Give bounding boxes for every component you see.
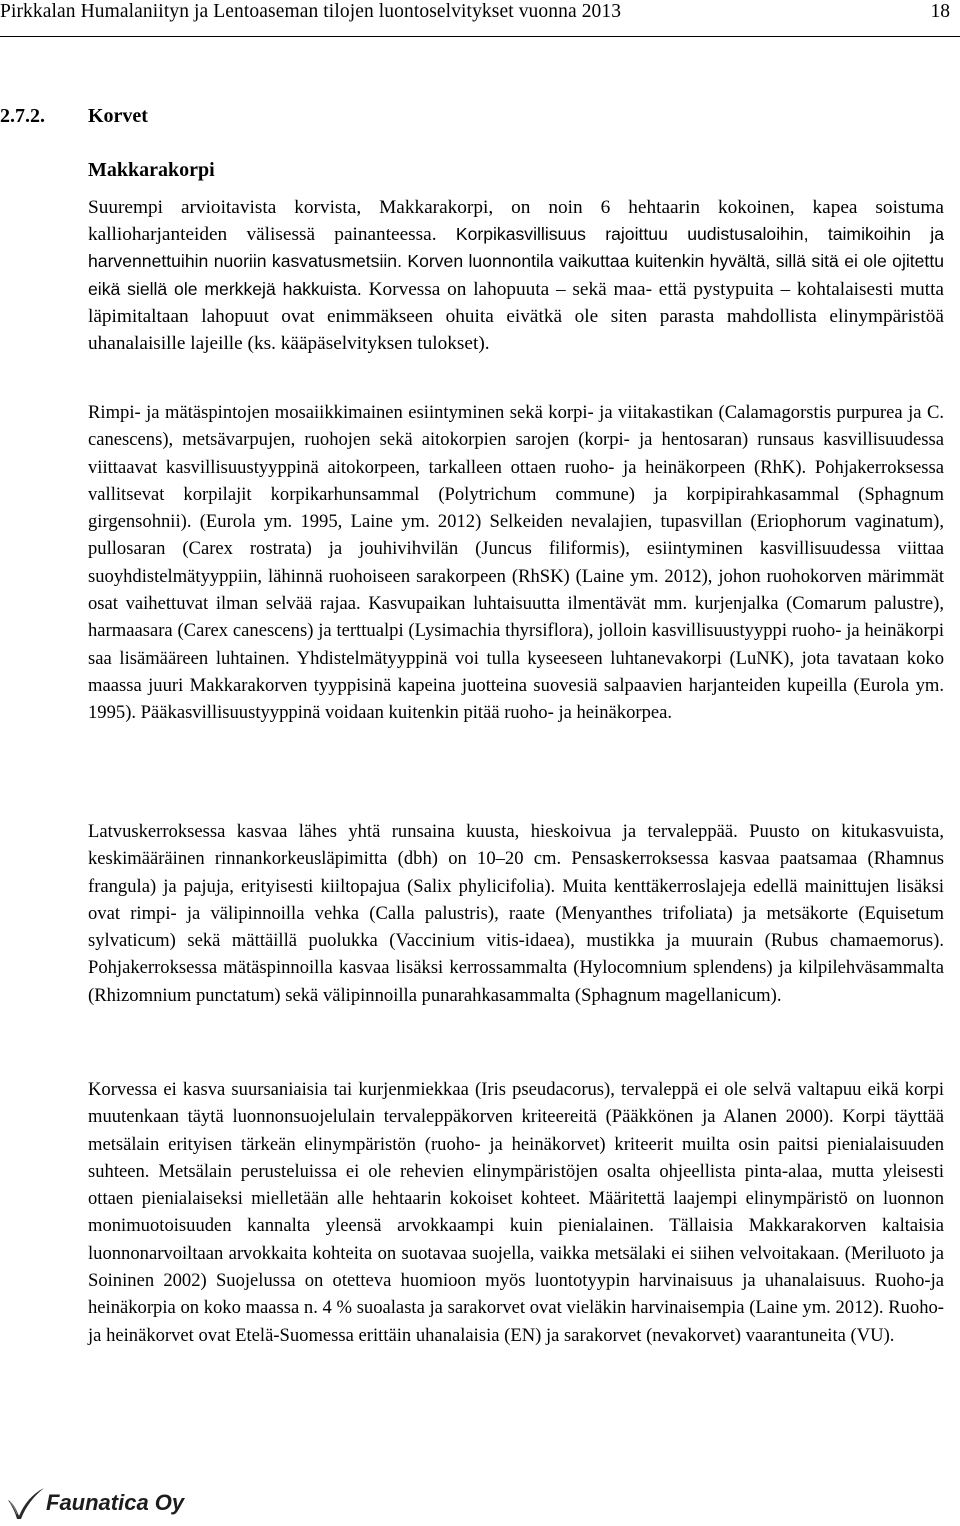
paragraph-2: Rimpi- ja mätäspintojen mosaiikkimainen esiintyminen sekä korpi- ja viitakastikan (Calamagorstis purpurea ja C. canescens), metsävarpujen, ruohojen sekä aitokorpien sarojen (korpi- ja hentosaran) runsaus kasvillisuudessa viittaavat kasvillisuustyyppinä aitokorpeen, tarkalleen ottaen ruoho- ja heinäkorpeen (RhK). Pohjakerroksessa vallitsevat korpilajit korpikarhunsammal (Polytrichum commune) ja korpipirahkasammal (Sphagnum girgensohnii). (Eurola ym. 1995, Laine ym. 2012) Selkeiden nevalajien, tupasvillan (Eriophorum vaginatum), pullosaran (Carex rostrata) ja jouhivihvilän (Juncus filiformis), esiintyminen kasvillisuudessa viittaa suoyhdistelmätyyppiin, lähinnä ruohoiseen sarakorpeen (RhSK) (Laine ym. 2012), johon ruohokorven märimmät osat vaihettuvat ilman selvää rajaa. Kasvupaikan luhtaisuutta ilmentävät mm. kurjenjalka (Comarum palustre), harmaasara (Carex canescens) ja terttualpi (Lysimachia thyrsiflora), jolloin kasvillisuustyyppi ruoho- ja heinäkorpi saa lisämääreen luhtainen. Yhdistelmätyyppinä voi tulla kyseeseen luhtanevakorpi (LuNK), jota tavataan koko maassa juuri Makkarakorven tyyppisinä kapeina juotteina suovesiä salpaavien harjanteiden kupeilla (Eurola ym. 1995). Pääkasvillisuustyyppinä voidaan kuitenkin pitää ruoho- ja heinäkorpea. [88, 402, 944, 724]
section-title: Korvet [88, 105, 148, 127]
paragraph-1-part-c: Korvessa on lahopuuta – sekä maa- että pystypuita – kohtalaisesti mutta läpimitaltaan lahopuut ovat enimmäkseen ohuita eivätkä ole siten parasta mahdollista elinympäristöä uhanalaisille lajeille (ks. kääpäselvityksen tulokset). [88, 278, 944, 355]
logo-wordmark: Faunatica Oy [46, 1490, 185, 1515]
header-divider [0, 36, 960, 37]
section-heading [0, 104, 900, 128]
page-number: 18 [930, 1, 950, 22]
company-logo [6, 1486, 206, 1520]
paragraph-1-part-a: Suurempi arvioitavista korvista, Makkarakorpi, on noin 6 hehtaarin kokoinen, kapea soistuma kallioharjanteiden välisessä painanteessa. [88, 197, 944, 246]
paragraph-4: Korvessa ei kasva suursaniaisia tai kurjenmiekkaa (Iris pseudacorus), tervaleppä ei ole selvä valtapuu eikä korpi muutenkaan täytä luonnonsuojelulain tervaleppäkorven kriteereitä (Pääkkönen ja Alanen 2000). Korpi täyttää metsälain erityisen tärkeän elinympäristön (ruoho- ja heinäkorvet) kriteerit muilta osin paitsi pienialaisuuden suhteen. Metsälain perusteluissa ei ole rehevien elinympäristöjen osalta ohjeellista pinta-alaa, mutta yleisesti ottaen pienialaiseksi mielletään alle hehtaarin kokoiset kohteet. Määritettä laajempi elinympäristö on luonnon monimuotoisuuden kannalta yleensä arvokkaampi kuin pienialainen. Tällaisia Makkarakorven kaltaisia luonnonarvoiltaan arvokkaita kohteita on suotavaa suojella, vaikka metsälaki ei siihen velvoitakaan. (Meriluoto ja Soininen 2002) Suojelussa on otetteva huomioon myös luontotyypin harvinaisuus ja uhanalaisuus. Ruoho-ja heinäkorpia on koko maassa n. 4 % suoalasta ja sarakorvet ovat vieläkin harvinaisempia (Laine ym. 2012). Ruoho- ja heinäkorvet ovat Etelä-Suomessa erittäin uhanalaisia (EN) ja sarakorvet (nevakorvet) vaarantuneita (VU). [88, 1079, 944, 1346]
paragraph-3: Latvuskerroksessa kasvaa lähes yhtä runsaina kuusta, hieskoivua ja tervaleppää. Puusto on kitukasvuista, keskimääräinen rinnankorkeusläpimitta (dbh) on 10–20 cm. Pensaskerroksessa kasvaa paatsamaa (Rhamnus frangula) ja pajuja, erityisesti kiiltopajua (Salix phylicifolia). Muita kenttäkerroslajeja edellä mainittujen lisäksi ovat rimpi- ja välipinnoilla vehka (Calla palustris), raate (Menyanthes trifoliata) ja metsäkorte (Equisetum sylvaticum) sekä mättäillä puolukka (Vaccinium vitis-idaea), mustikka ja muurain (Rubus chamaemorus). Pohjakerroksessa mätäspinnoilla kasvaa lisäksi kerrossammalta (Hylocomnium splendens) ja kilpilehväsammalta (Rhizomnium punctatum) sekä välipinnoilla punarahkasammalta (Sphagnum magellanicum). [88, 821, 944, 1006]
section-number: 2.7.2. [0, 105, 45, 127]
paragraph-1-part-b: Korpikasvillisuus rajoittuu uudistusaloihin, taimikoihin ja harvennettuihin nuoriin kasvatusmetsiin. Korven luonnontila vaikuttaa kuitenkin hyvältä, sillä sitä ei ole ojitettu eikä siellä ole merkkejä hakkuista. [88, 224, 944, 299]
checkmark-logo-icon [6, 1486, 46, 1520]
paragraph-1 [88, 194, 944, 357]
running-header [0, 0, 960, 46]
document-title: Pirkkalan Humalaniityn ja Lentoaseman tilojen luontoselvitykset vuonna 2013 [0, 1, 622, 22]
subheading: Makkarakorpi [88, 159, 215, 181]
